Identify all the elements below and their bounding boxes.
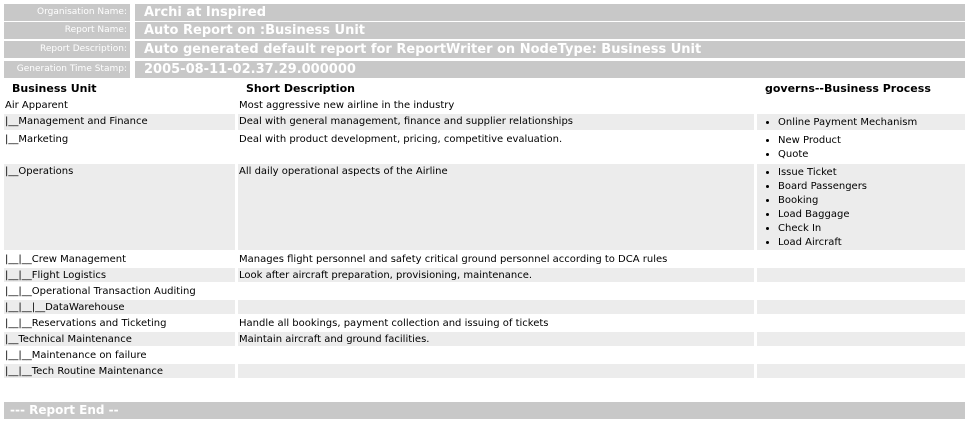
business-unit-cell: |__|__Reservations and Ticketing	[4, 316, 238, 332]
business-process-cell	[757, 316, 965, 332]
business-process-cell	[757, 332, 965, 348]
business-process-item: • Load Baggage	[778, 208, 965, 222]
business-process-cell	[757, 300, 965, 316]
business-process-item: • Load Aircraft	[778, 236, 965, 250]
short-description-cell: Deal with product development, pricing, competitive evaluation.	[238, 132, 757, 164]
short-description-cell: Maintain aircraft and ground facilities.	[238, 332, 757, 348]
business-unit-cell: |__|__|__DataWarehouse	[4, 300, 238, 316]
short-description-cell: Deal with general management, finance and supplier relationships	[238, 114, 757, 132]
short-description-cell: Handle all bookings, payment collection and issuing of tickets	[238, 316, 757, 332]
report-name-value: Auto Report on :Business Unit	[135, 22, 965, 39]
business-process-cell	[757, 364, 965, 380]
column-header-governs-business-process: governs--Business Process	[757, 79, 965, 98]
business-unit-cell: |__|__Flight Logistics	[4, 268, 238, 284]
organisation-name-label: Organisation Name:	[4, 4, 130, 21]
short-description-cell	[238, 364, 757, 380]
table-row	[4, 364, 965, 380]
table-row	[4, 284, 965, 300]
column-header-short-description: Short Description	[238, 79, 757, 98]
table-row	[4, 316, 965, 332]
table-row	[4, 268, 965, 284]
header-row-report-description	[4, 41, 965, 58]
short-description-cell: All daily operational aspects of the Airline	[238, 164, 757, 252]
short-description-cell: Manages flight personnel and safety critical ground personnel according to DCA rules	[238, 252, 757, 268]
table-row	[4, 348, 965, 364]
business-unit-cell: |__|__Maintenance on failure	[4, 348, 238, 364]
business-process-cell	[757, 164, 965, 252]
table-row	[4, 164, 965, 252]
business-unit-cell: Air Apparent	[4, 98, 238, 114]
business-process-item: • Board Passengers	[778, 180, 965, 194]
header-row-report-name	[4, 22, 965, 39]
business-unit-cell: |__|__Operational Transaction Auditing	[4, 284, 238, 300]
business-process-list	[758, 166, 965, 250]
business-process-item: • Issue Ticket	[778, 166, 965, 180]
business-process-item: • Check In	[778, 222, 965, 236]
table-row	[4, 300, 965, 316]
business-unit-cell: |__Marketing	[4, 132, 238, 164]
table-body	[4, 98, 965, 380]
header-row-organisation	[4, 4, 965, 21]
report-table	[4, 79, 965, 380]
business-process-cell	[757, 114, 965, 132]
short-description-cell: Most aggressive new airline in the industry	[238, 98, 757, 114]
business-process-cell	[757, 98, 965, 114]
business-unit-cell: |__Operations	[4, 164, 238, 252]
report-description-value: Auto generated default report for ReportWriter on NodeType: Business Unit	[135, 41, 965, 58]
business-unit-cell: |__Management and Finance	[4, 114, 238, 132]
business-process-item: • Online Payment Mechanism	[778, 116, 965, 130]
business-process-cell	[757, 348, 965, 364]
business-process-item: • New Product	[778, 134, 965, 148]
table-row	[4, 114, 965, 132]
timestamp-label: Generation Time Stamp:	[4, 61, 130, 78]
business-process-cell	[757, 132, 965, 164]
table-row	[4, 98, 965, 114]
timestamp-value: 2005-08-11-02.37.29.000000	[135, 61, 965, 78]
table-row	[4, 332, 965, 348]
business-process-list	[758, 134, 965, 162]
report-description-label: Report Description:	[4, 41, 130, 58]
business-unit-cell: |__|__Crew Management	[4, 252, 238, 268]
short-description-cell	[238, 284, 757, 300]
business-process-cell	[757, 268, 965, 284]
table-header-row	[4, 79, 965, 98]
report-name-label: Report Name:	[4, 22, 130, 39]
business-unit-cell: |__Technical Maintenance	[4, 332, 238, 348]
table-row	[4, 252, 965, 268]
short-description-cell: Look after aircraft preparation, provisioning, maintenance.	[238, 268, 757, 284]
report-end-footer: --- Report End --	[4, 402, 965, 419]
short-description-cell	[238, 300, 757, 316]
organisation-name-value: Archi at Inspired	[135, 4, 965, 21]
header-row-timestamp	[4, 61, 965, 78]
business-process-cell	[757, 284, 965, 300]
business-process-item: • Booking	[778, 194, 965, 208]
table-row	[4, 132, 965, 164]
business-process-cell	[757, 252, 965, 268]
short-description-cell	[238, 348, 757, 364]
business-unit-cell: |__|__Tech Routine Maintenance	[4, 364, 238, 380]
business-process-list	[758, 116, 965, 130]
business-process-item: • Quote	[778, 148, 965, 162]
column-header-business-unit: Business Unit	[4, 79, 238, 98]
